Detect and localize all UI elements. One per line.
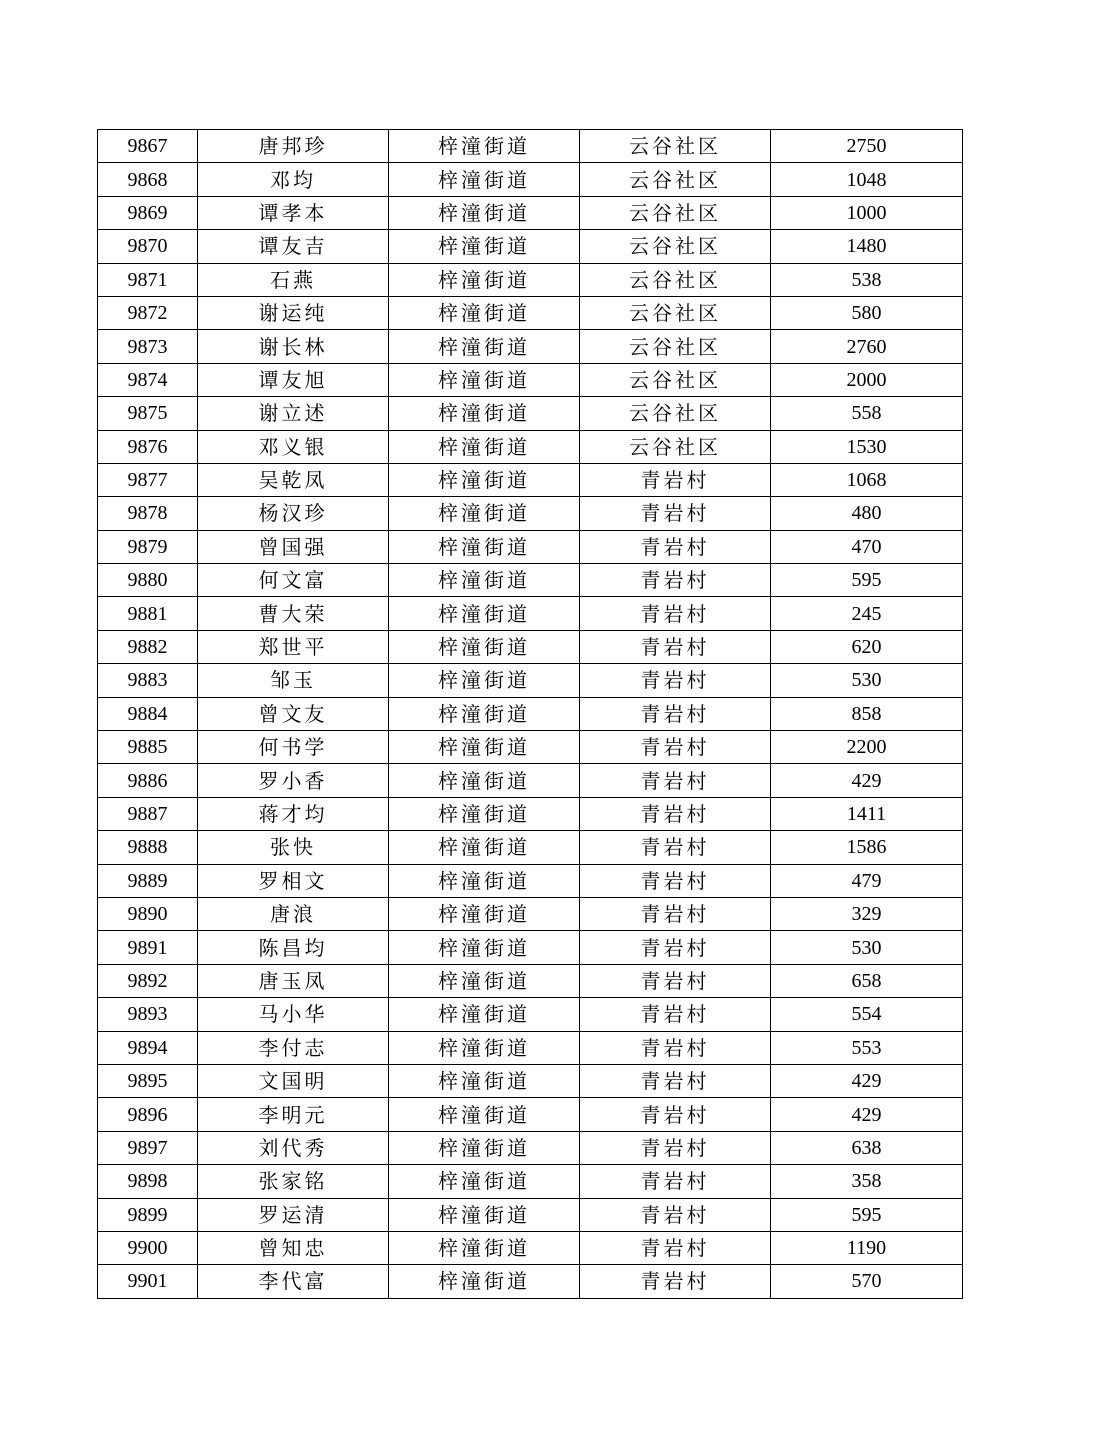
community-cell: 青岩村 — [580, 564, 771, 597]
amount-cell: 638 — [771, 1131, 963, 1164]
name-cell: 李付志 — [198, 1031, 389, 1064]
name-cell: 邹玉 — [198, 664, 389, 697]
name-cell: 谭孝本 — [198, 196, 389, 229]
amount-cell: 595 — [771, 564, 963, 597]
amount-cell: 530 — [771, 664, 963, 697]
community-cell: 青岩村 — [580, 864, 771, 897]
community-cell: 云谷社区 — [580, 397, 771, 430]
serial-number-cell: 9887 — [98, 797, 198, 830]
serial-number-cell: 9867 — [98, 130, 198, 163]
amount-cell: 858 — [771, 697, 963, 730]
community-cell: 青岩村 — [580, 964, 771, 997]
subdistrict-cell: 梓潼街道 — [389, 1265, 580, 1298]
community-cell: 青岩村 — [580, 797, 771, 830]
table-row — [98, 530, 963, 563]
table-row — [98, 130, 963, 163]
amount-cell: 1586 — [771, 831, 963, 864]
subdistrict-cell: 梓潼街道 — [389, 731, 580, 764]
subdistrict-cell: 梓潼街道 — [389, 964, 580, 997]
community-cell: 云谷社区 — [580, 296, 771, 329]
amount-cell: 658 — [771, 964, 963, 997]
community-cell: 青岩村 — [580, 897, 771, 930]
amount-cell: 553 — [771, 1031, 963, 1064]
community-cell: 青岩村 — [580, 1265, 771, 1298]
subdistrict-cell: 梓潼街道 — [389, 697, 580, 730]
table-row — [98, 1064, 963, 1097]
name-cell: 曾文友 — [198, 697, 389, 730]
table-row — [98, 630, 963, 663]
name-cell: 李代富 — [198, 1265, 389, 1298]
subdistrict-cell: 梓潼街道 — [389, 463, 580, 496]
name-cell: 杨汉珍 — [198, 497, 389, 530]
subdistrict-cell: 梓潼街道 — [389, 296, 580, 329]
name-cell: 唐邦珍 — [198, 130, 389, 163]
community-cell: 青岩村 — [580, 998, 771, 1031]
community-cell: 云谷社区 — [580, 196, 771, 229]
name-cell: 郑世平 — [198, 630, 389, 663]
subdistrict-cell: 梓潼街道 — [389, 1098, 580, 1131]
table-row — [98, 196, 963, 229]
table-row — [98, 330, 963, 363]
table-row — [98, 230, 963, 263]
table-row — [98, 998, 963, 1031]
amount-cell: 480 — [771, 497, 963, 530]
subdistrict-cell: 梓潼街道 — [389, 530, 580, 563]
subdistrict-cell: 梓潼街道 — [389, 564, 580, 597]
amount-cell: 1000 — [771, 196, 963, 229]
name-cell: 谭友吉 — [198, 230, 389, 263]
name-cell: 曾知忠 — [198, 1231, 389, 1264]
community-cell: 云谷社区 — [580, 230, 771, 263]
amount-cell: 554 — [771, 998, 963, 1031]
table-row — [98, 697, 963, 730]
amount-cell: 429 — [771, 764, 963, 797]
community-cell: 青岩村 — [580, 1064, 771, 1097]
community-cell: 青岩村 — [580, 530, 771, 563]
community-cell: 云谷社区 — [580, 363, 771, 396]
community-cell: 青岩村 — [580, 1231, 771, 1264]
subdistrict-cell: 梓潼街道 — [389, 630, 580, 663]
name-cell: 邓义银 — [198, 430, 389, 463]
table-row — [98, 1031, 963, 1064]
serial-number-cell: 9873 — [98, 330, 198, 363]
amount-cell: 538 — [771, 263, 963, 296]
subdistrict-cell: 梓潼街道 — [389, 196, 580, 229]
amount-cell: 530 — [771, 931, 963, 964]
community-cell: 青岩村 — [580, 764, 771, 797]
serial-number-cell: 9883 — [98, 664, 198, 697]
amount-cell: 245 — [771, 597, 963, 630]
amount-cell: 2760 — [771, 330, 963, 363]
community-cell: 青岩村 — [580, 697, 771, 730]
subdistrict-cell: 梓潼街道 — [389, 130, 580, 163]
table-row — [98, 1231, 963, 1264]
table-row — [98, 1165, 963, 1198]
subdistrict-cell: 梓潼街道 — [389, 1064, 580, 1097]
serial-number-cell: 9878 — [98, 497, 198, 530]
name-cell: 马小华 — [198, 998, 389, 1031]
serial-number-cell: 9879 — [98, 530, 198, 563]
subdistrict-cell: 梓潼街道 — [389, 1231, 580, 1264]
amount-cell: 470 — [771, 530, 963, 563]
subdistrict-cell: 梓潼街道 — [389, 664, 580, 697]
serial-number-cell: 9886 — [98, 764, 198, 797]
community-cell: 云谷社区 — [580, 263, 771, 296]
serial-number-cell: 9871 — [98, 263, 198, 296]
subdistrict-cell: 梓潼街道 — [389, 864, 580, 897]
table-row — [98, 463, 963, 496]
serial-number-cell: 9875 — [98, 397, 198, 430]
community-cell: 青岩村 — [580, 664, 771, 697]
name-cell: 吴乾凤 — [198, 463, 389, 496]
name-cell: 唐玉凤 — [198, 964, 389, 997]
amount-cell: 358 — [771, 1165, 963, 1198]
amount-cell: 1190 — [771, 1231, 963, 1264]
amount-cell: 2200 — [771, 731, 963, 764]
amount-cell: 1411 — [771, 797, 963, 830]
table-row — [98, 263, 963, 296]
amount-cell: 620 — [771, 630, 963, 663]
name-cell: 曹大荣 — [198, 597, 389, 630]
serial-number-cell: 9894 — [98, 1031, 198, 1064]
record-table-body — [98, 130, 963, 1299]
table-row — [98, 931, 963, 964]
serial-number-cell: 9869 — [98, 196, 198, 229]
subdistrict-cell: 梓潼街道 — [389, 263, 580, 296]
name-cell: 文国明 — [198, 1064, 389, 1097]
name-cell: 刘代秀 — [198, 1131, 389, 1164]
table-row — [98, 397, 963, 430]
table-row — [98, 664, 963, 697]
name-cell: 罗相文 — [198, 864, 389, 897]
community-cell: 青岩村 — [580, 1165, 771, 1198]
subdistrict-cell: 梓潼街道 — [389, 897, 580, 930]
serial-number-cell: 9892 — [98, 964, 198, 997]
amount-cell: 329 — [771, 897, 963, 930]
serial-number-cell: 9872 — [98, 296, 198, 329]
table-row — [98, 1131, 963, 1164]
amount-cell: 2750 — [771, 130, 963, 163]
name-cell: 谢长林 — [198, 330, 389, 363]
table-row — [98, 764, 963, 797]
name-cell: 谭友旭 — [198, 363, 389, 396]
serial-number-cell: 9901 — [98, 1265, 198, 1298]
name-cell: 罗小香 — [198, 764, 389, 797]
table-row — [98, 797, 963, 830]
name-cell: 曾国强 — [198, 530, 389, 563]
record-table — [97, 129, 963, 1299]
serial-number-cell: 9884 — [98, 697, 198, 730]
serial-number-cell: 9880 — [98, 564, 198, 597]
serial-number-cell: 9876 — [98, 430, 198, 463]
serial-number-cell: 9888 — [98, 831, 198, 864]
table-row — [98, 163, 963, 196]
subdistrict-cell: 梓潼街道 — [389, 430, 580, 463]
amount-cell: 2000 — [771, 363, 963, 396]
table-row — [98, 864, 963, 897]
community-cell: 云谷社区 — [580, 130, 771, 163]
amount-cell: 429 — [771, 1064, 963, 1097]
community-cell: 青岩村 — [580, 1031, 771, 1064]
serial-number-cell: 9900 — [98, 1231, 198, 1264]
table-row — [98, 1098, 963, 1131]
serial-number-cell: 9874 — [98, 363, 198, 396]
subdistrict-cell: 梓潼街道 — [389, 397, 580, 430]
name-cell: 谢立述 — [198, 397, 389, 430]
serial-number-cell: 9868 — [98, 163, 198, 196]
subdistrict-cell: 梓潼街道 — [389, 764, 580, 797]
community-cell: 青岩村 — [580, 463, 771, 496]
subdistrict-cell: 梓潼街道 — [389, 1131, 580, 1164]
serial-number-cell: 9891 — [98, 931, 198, 964]
name-cell: 石燕 — [198, 263, 389, 296]
amount-cell: 1068 — [771, 463, 963, 496]
table-row — [98, 296, 963, 329]
community-cell: 青岩村 — [580, 731, 771, 764]
community-cell: 青岩村 — [580, 597, 771, 630]
subdistrict-cell: 梓潼街道 — [389, 163, 580, 196]
name-cell: 张家铭 — [198, 1165, 389, 1198]
amount-cell: 429 — [771, 1098, 963, 1131]
name-cell: 唐浪 — [198, 897, 389, 930]
serial-number-cell: 9896 — [98, 1098, 198, 1131]
serial-number-cell: 9899 — [98, 1198, 198, 1231]
name-cell: 陈昌均 — [198, 931, 389, 964]
amount-cell: 595 — [771, 1198, 963, 1231]
table-row — [98, 964, 963, 997]
name-cell: 蒋才均 — [198, 797, 389, 830]
serial-number-cell: 9893 — [98, 998, 198, 1031]
amount-cell: 1048 — [771, 163, 963, 196]
name-cell: 何书学 — [198, 731, 389, 764]
name-cell: 谢运纯 — [198, 296, 389, 329]
table-row — [98, 564, 963, 597]
subdistrict-cell: 梓潼街道 — [389, 998, 580, 1031]
serial-number-cell: 9881 — [98, 597, 198, 630]
name-cell: 罗运清 — [198, 1198, 389, 1231]
name-cell: 邓均 — [198, 163, 389, 196]
subdistrict-cell: 梓潼街道 — [389, 497, 580, 530]
name-cell: 何文富 — [198, 564, 389, 597]
serial-number-cell: 9898 — [98, 1165, 198, 1198]
community-cell: 青岩村 — [580, 630, 771, 663]
subdistrict-cell: 梓潼街道 — [389, 363, 580, 396]
community-cell: 青岩村 — [580, 831, 771, 864]
amount-cell: 1480 — [771, 230, 963, 263]
subdistrict-cell: 梓潼街道 — [389, 230, 580, 263]
amount-cell: 570 — [771, 1265, 963, 1298]
table-row — [98, 363, 963, 396]
serial-number-cell: 9885 — [98, 731, 198, 764]
serial-number-cell: 9895 — [98, 1064, 198, 1097]
serial-number-cell: 9897 — [98, 1131, 198, 1164]
serial-number-cell: 9870 — [98, 230, 198, 263]
table-row — [98, 731, 963, 764]
amount-cell: 580 — [771, 296, 963, 329]
name-cell: 张快 — [198, 831, 389, 864]
table-row — [98, 597, 963, 630]
community-cell: 青岩村 — [580, 1098, 771, 1131]
table-row — [98, 1265, 963, 1298]
table-row — [98, 897, 963, 930]
name-cell: 李明元 — [198, 1098, 389, 1131]
amount-cell: 1530 — [771, 430, 963, 463]
amount-cell: 479 — [771, 864, 963, 897]
subdistrict-cell: 梓潼街道 — [389, 931, 580, 964]
table-row — [98, 831, 963, 864]
serial-number-cell: 9889 — [98, 864, 198, 897]
serial-number-cell: 9877 — [98, 463, 198, 496]
subdistrict-cell: 梓潼街道 — [389, 330, 580, 363]
community-cell: 青岩村 — [580, 1198, 771, 1231]
table-row — [98, 497, 963, 530]
subdistrict-cell: 梓潼街道 — [389, 831, 580, 864]
subdistrict-cell: 梓潼街道 — [389, 797, 580, 830]
serial-number-cell: 9882 — [98, 630, 198, 663]
table-row — [98, 430, 963, 463]
amount-cell: 558 — [771, 397, 963, 430]
subdistrict-cell: 梓潼街道 — [389, 1165, 580, 1198]
community-cell: 青岩村 — [580, 931, 771, 964]
table-row — [98, 1198, 963, 1231]
serial-number-cell: 9890 — [98, 897, 198, 930]
community-cell: 云谷社区 — [580, 163, 771, 196]
community-cell: 青岩村 — [580, 497, 771, 530]
subdistrict-cell: 梓潼街道 — [389, 1031, 580, 1064]
subdistrict-cell: 梓潼街道 — [389, 597, 580, 630]
community-cell: 云谷社区 — [580, 330, 771, 363]
community-cell: 青岩村 — [580, 1131, 771, 1164]
subdistrict-cell: 梓潼街道 — [389, 1198, 580, 1231]
community-cell: 云谷社区 — [580, 430, 771, 463]
